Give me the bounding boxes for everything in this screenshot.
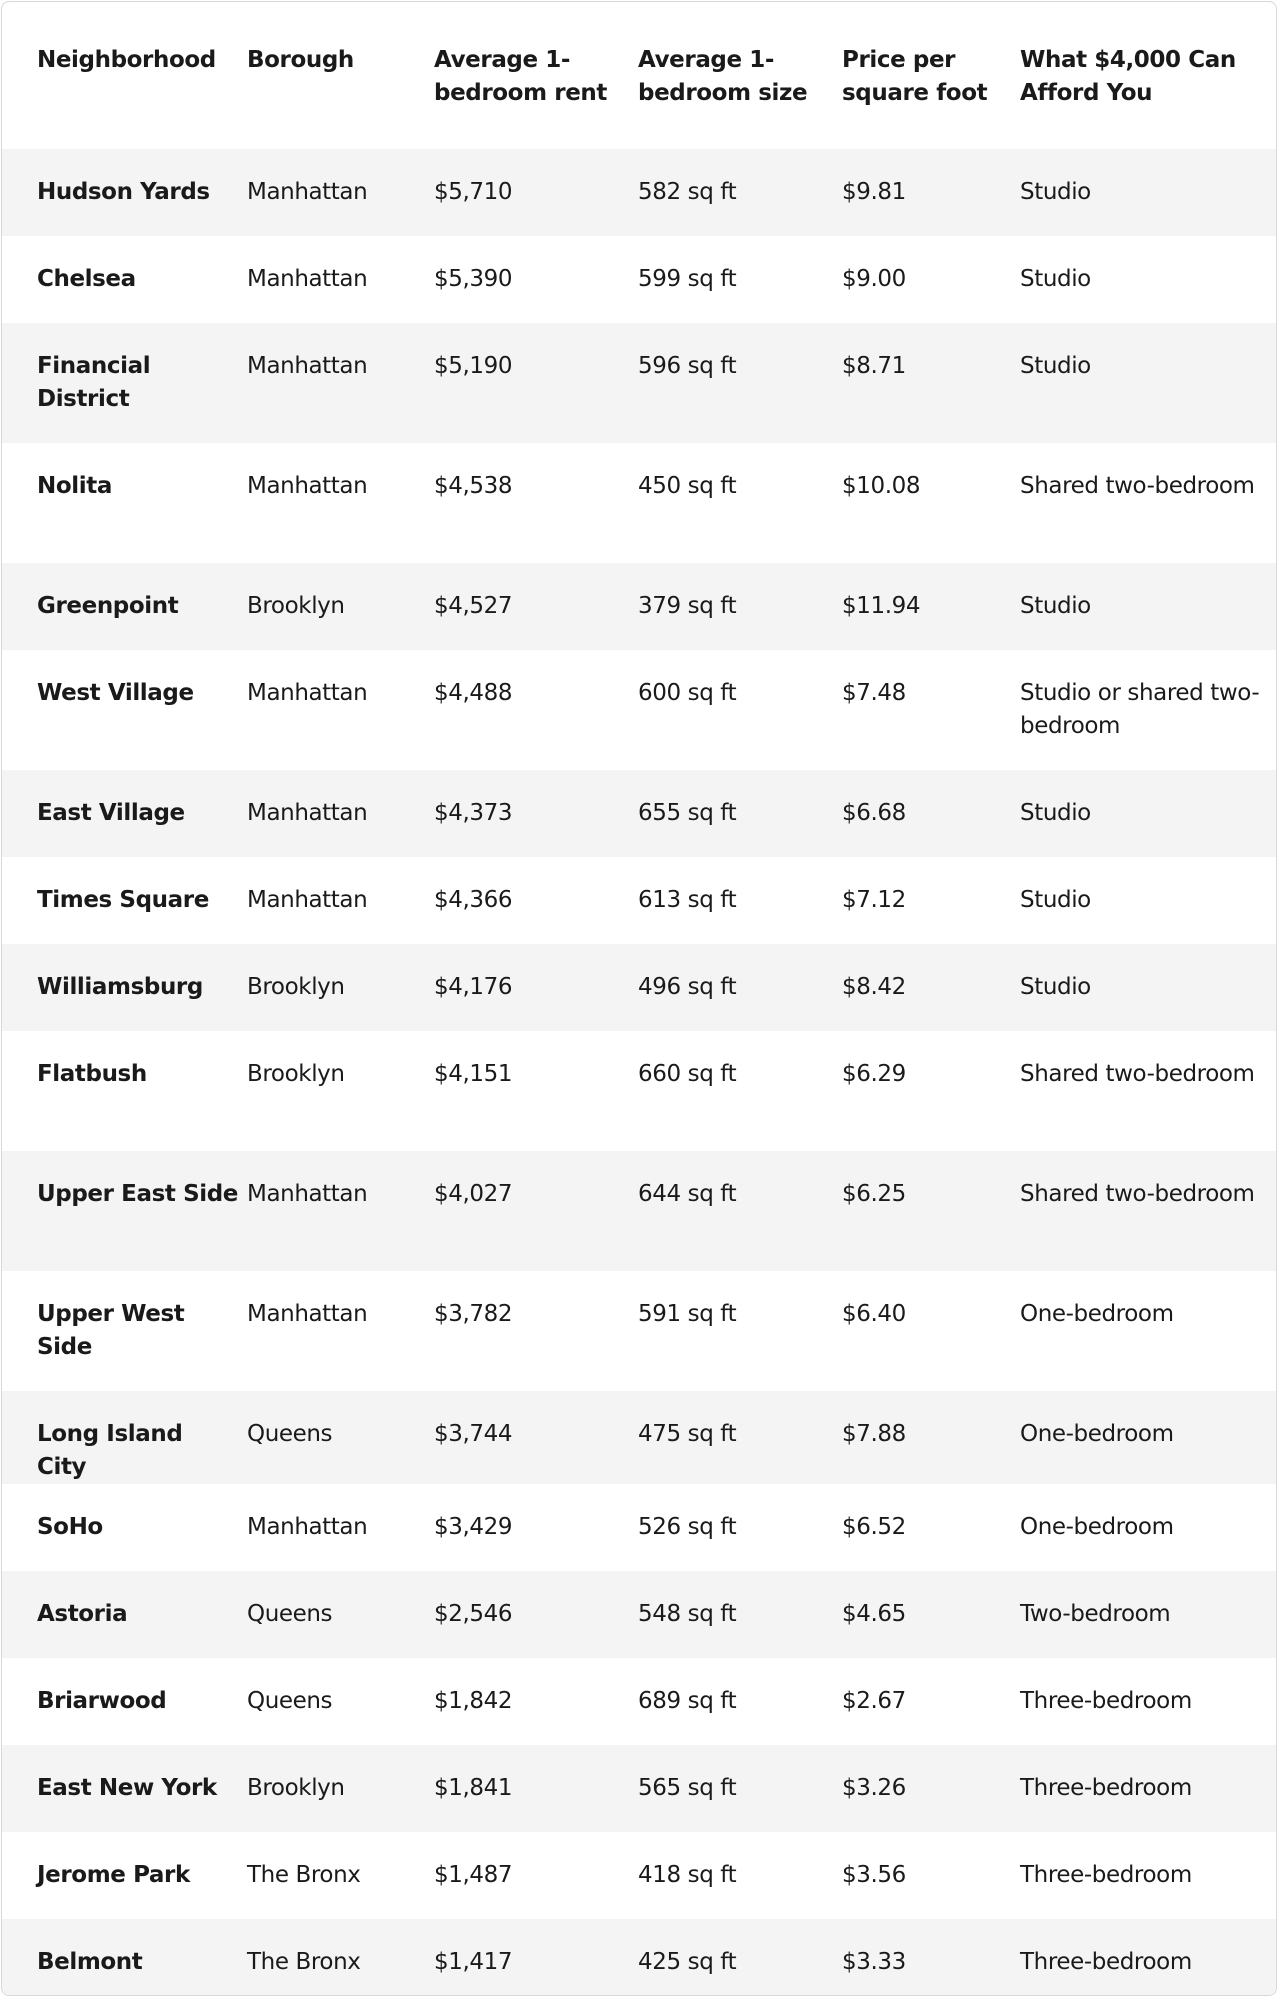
header-neighborhood: Neighborhood: [37, 47, 216, 73]
table-row: [2, 1031, 1277, 1151]
table-row: [2, 857, 1277, 944]
rent-cell: $4,366: [434, 887, 513, 913]
affordability-cell: One-bedroom: [1020, 1421, 1174, 1447]
borough-cell: Brooklyn: [247, 593, 345, 619]
neighborhood-cell: East Village: [37, 800, 185, 826]
rent-cell: $4,488: [434, 680, 513, 706]
affordability-cell: Shared two-bedroom: [1020, 1181, 1255, 1207]
table-row: [2, 1484, 1277, 1571]
size-cell: 475 sq ft: [638, 1421, 737, 1447]
size-cell: 596 sq ft: [638, 353, 737, 379]
size-cell: 660 sq ft: [638, 1061, 737, 1087]
rent-cell: $4,527: [434, 593, 513, 619]
neighborhood-cell: Williamsburg: [37, 974, 203, 1000]
neighborhood-cell: SoHo: [37, 1514, 103, 1540]
size-cell: 600 sq ft: [638, 680, 737, 706]
rent-cell: $4,538: [434, 473, 513, 499]
rent-cell: $4,373: [434, 800, 513, 826]
table-body: [2, 149, 1277, 1996]
borough-cell: Manhattan: [247, 680, 368, 706]
price-per-sqft-cell: $3.56: [842, 1862, 906, 1888]
affordability-cell: One-bedroom: [1020, 1514, 1174, 1540]
size-cell: 565 sq ft: [638, 1775, 737, 1801]
size-cell: 548 sq ft: [638, 1601, 737, 1627]
rent-cell: $3,744: [434, 1421, 513, 1447]
price-per-sqft-cell: $4.65: [842, 1601, 906, 1627]
price-per-sqft-cell: $2.67: [842, 1688, 906, 1714]
price-per-sqft-cell: $8.42: [842, 974, 906, 1000]
affordability-cell: Studio: [1020, 266, 1091, 292]
affordability-cell: Three-bedroom: [1020, 1688, 1192, 1714]
borough-cell: The Bronx: [247, 1862, 361, 1888]
neighborhood-cell: Upper East Side: [37, 1181, 238, 1207]
header-avg-size: Average 1-bedroom size: [638, 47, 808, 106]
affordability-cell: Shared two-bedroom: [1020, 1061, 1255, 1087]
size-cell: 644 sq ft: [638, 1181, 737, 1207]
affordability-cell: Three-bedroom: [1020, 1775, 1192, 1801]
price-per-sqft-cell: $9.00: [842, 266, 906, 292]
size-cell: 526 sq ft: [638, 1514, 737, 1540]
rent-cell: $2,546: [434, 1601, 513, 1627]
header-affordability: What $4,000 Can Afford You: [1020, 47, 1236, 106]
rent-cell: $5,390: [434, 266, 513, 292]
neighborhood-cell: Nolita: [37, 473, 112, 499]
affordability-cell: Three-bedroom: [1020, 1862, 1192, 1888]
table-row: [2, 443, 1277, 563]
borough-cell: Manhattan: [247, 266, 368, 292]
rent-cell: $1,842: [434, 1688, 513, 1714]
affordability-cell: Studio: [1020, 179, 1091, 205]
borough-cell: Manhattan: [247, 800, 368, 826]
price-per-sqft-cell: $6.29: [842, 1061, 906, 1087]
affordability-cell: Studio: [1020, 887, 1091, 913]
price-per-sqft-cell: $6.40: [842, 1301, 906, 1327]
header-borough: Borough: [247, 47, 354, 73]
neighborhood-cell: West Village: [37, 680, 194, 706]
rent-cell: $1,841: [434, 1775, 513, 1801]
borough-cell: Queens: [247, 1601, 333, 1627]
size-cell: 425 sq ft: [638, 1949, 737, 1975]
header-avg-rent: Average 1-bedroom rent: [434, 47, 607, 106]
rent-cell: $3,782: [434, 1301, 513, 1327]
table-row: [2, 323, 1277, 443]
header-price-per-sqft: Price per square foot: [842, 47, 988, 106]
size-cell: 582 sq ft: [638, 179, 737, 205]
table-row: [2, 1745, 1277, 1832]
size-cell: 591 sq ft: [638, 1301, 737, 1327]
borough-cell: Manhattan: [247, 353, 368, 379]
affordability-cell: Shared two-bedroom: [1020, 473, 1255, 499]
affordability-cell: Studio: [1020, 974, 1091, 1000]
affordability-cell: Studio: [1020, 353, 1091, 379]
price-per-sqft-cell: $6.68: [842, 800, 906, 826]
rent-cell: $1,487: [434, 1862, 513, 1888]
table-row: [2, 1832, 1277, 1919]
borough-cell: Brooklyn: [247, 974, 345, 1000]
borough-cell: Manhattan: [247, 179, 368, 205]
table-row: [2, 1919, 1277, 1996]
price-per-sqft-cell: $6.52: [842, 1514, 906, 1540]
size-cell: 418 sq ft: [638, 1862, 737, 1888]
neighborhood-cell: Briarwood: [37, 1688, 167, 1714]
price-per-sqft-cell: $9.81: [842, 179, 906, 205]
borough-cell: Manhattan: [247, 1514, 368, 1540]
table-row: [2, 770, 1277, 857]
neighborhood-cell: Greenpoint: [37, 593, 179, 619]
price-per-sqft-cell: $6.25: [842, 1181, 906, 1207]
borough-cell: Queens: [247, 1421, 333, 1447]
table-row: [2, 1571, 1277, 1658]
price-per-sqft-cell: $7.88: [842, 1421, 906, 1447]
affordability-cell: Three-bedroom: [1020, 1949, 1192, 1975]
neighborhood-cell: Jerome Park: [37, 1862, 190, 1888]
borough-cell: Manhattan: [247, 887, 368, 913]
size-cell: 450 sq ft: [638, 473, 737, 499]
borough-cell: Manhattan: [247, 1301, 368, 1327]
neighborhood-cell: Upper West Side: [37, 1301, 185, 1360]
rent-cell: $5,190: [434, 353, 513, 379]
affordability-cell: Studio or shared two-bedroom: [1020, 680, 1260, 739]
table-row: [2, 650, 1277, 770]
affordability-cell: Studio: [1020, 593, 1091, 619]
price-per-sqft-cell: $3.33: [842, 1949, 906, 1975]
rent-cell: $5,710: [434, 179, 513, 205]
rent-cell: $4,151: [434, 1061, 513, 1087]
table-row: [2, 563, 1277, 650]
size-cell: 379 sq ft: [638, 593, 737, 619]
rent-cell: $4,176: [434, 974, 513, 1000]
neighborhood-cell: Flatbush: [37, 1061, 147, 1087]
borough-cell: Brooklyn: [247, 1061, 345, 1087]
price-per-sqft-cell: $3.26: [842, 1775, 906, 1801]
table-row: [2, 944, 1277, 1031]
rent-comparison-table: [2, 2, 1277, 1996]
table-row: [2, 1271, 1277, 1391]
price-per-sqft-cell: $8.71: [842, 353, 906, 379]
price-per-sqft-cell: $10.08: [842, 473, 921, 499]
table-header: [2, 2, 1277, 149]
rent-table-container: [1, 1, 1277, 1996]
size-cell: 689 sq ft: [638, 1688, 737, 1714]
table-row: [2, 236, 1277, 323]
size-cell: 496 sq ft: [638, 974, 737, 1000]
neighborhood-cell: Hudson Yards: [37, 179, 210, 205]
rent-cell: $3,429: [434, 1514, 513, 1540]
size-cell: 599 sq ft: [638, 266, 737, 292]
neighborhood-cell: Chelsea: [37, 266, 136, 292]
rent-cell: $1,417: [434, 1949, 513, 1975]
affordability-cell: Two-bedroom: [1020, 1601, 1171, 1627]
table-row: [2, 1151, 1277, 1271]
table-row: [2, 149, 1277, 236]
neighborhood-cell: Financial District: [37, 353, 151, 412]
price-per-sqft-cell: $11.94: [842, 593, 921, 619]
borough-cell: Queens: [247, 1688, 333, 1714]
borough-cell: Manhattan: [247, 1181, 368, 1207]
affordability-cell: Studio: [1020, 800, 1091, 826]
price-per-sqft-cell: $7.48: [842, 680, 906, 706]
size-cell: 655 sq ft: [638, 800, 737, 826]
borough-cell: Manhattan: [247, 473, 368, 499]
borough-cell: The Bronx: [247, 1949, 361, 1975]
header-row: [2, 2, 1277, 149]
table-row: [2, 1658, 1277, 1745]
neighborhood-cell: Times Square: [37, 887, 209, 913]
neighborhood-cell: Astoria: [37, 1601, 128, 1627]
rent-cell: $4,027: [434, 1181, 513, 1207]
neighborhood-cell: Long Island City: [37, 1421, 183, 1480]
price-per-sqft-cell: $7.12: [842, 887, 906, 913]
size-cell: 613 sq ft: [638, 887, 737, 913]
table-row: [2, 1391, 1277, 1484]
neighborhood-cell: East New York: [37, 1775, 217, 1801]
borough-cell: Brooklyn: [247, 1775, 345, 1801]
neighborhood-cell: Belmont: [37, 1949, 143, 1975]
affordability-cell: One-bedroom: [1020, 1301, 1174, 1327]
